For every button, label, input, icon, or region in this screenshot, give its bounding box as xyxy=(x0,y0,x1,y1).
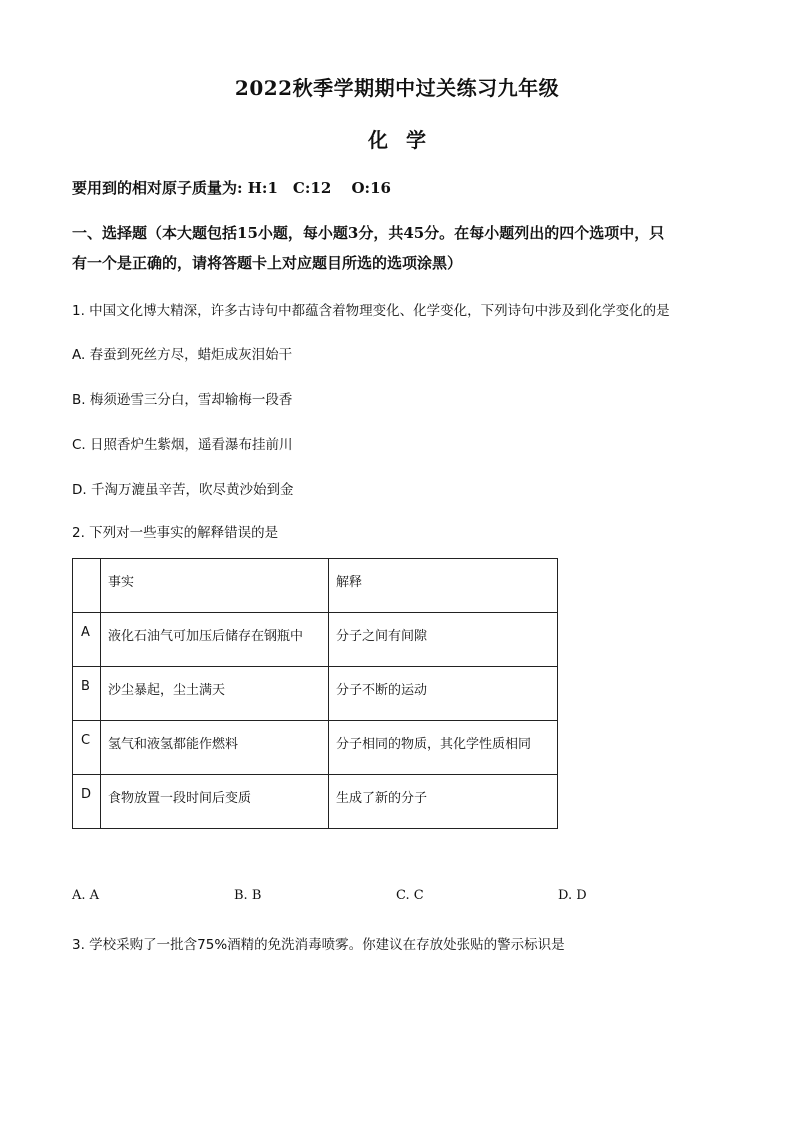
table-cell-label: C xyxy=(73,721,101,775)
table-cell-fact: 液化石油气可加压后储存在钢瓶中 xyxy=(101,613,329,667)
table-cell-label: A xyxy=(73,613,101,667)
table-header-fact: 事实 xyxy=(101,559,329,613)
question-2-choice-d[interactable]: D. D xyxy=(558,888,587,903)
question-2-choice-b[interactable]: B. B xyxy=(234,888,262,903)
subject-title: 化学 xyxy=(368,128,444,152)
question-1-option-c[interactable]: C. 日照香炉生紫烟，遥看瀑布挂前川 xyxy=(72,437,293,453)
table-cell-explanation: 分子之间有间隙 xyxy=(329,613,558,667)
table-cell-explanation: 生成了新的分子 xyxy=(329,775,558,829)
table-cell-fact: 食物放置一段时间后变质 xyxy=(101,775,329,829)
table-cell-label: D xyxy=(73,775,101,829)
table-row xyxy=(73,613,558,667)
table-row xyxy=(73,667,558,721)
table-cell-explanation: 分子不断的运动 xyxy=(329,667,558,721)
table-cell-fact: 氢气和液氢都能作燃料 xyxy=(101,721,329,775)
table-header-row xyxy=(73,559,558,613)
table-cell-explanation: 分子相同的物质，其化学性质相同 xyxy=(329,721,558,775)
table-cell xyxy=(73,559,101,613)
question-3-stem: 3. 学校采购了一批含75%酒精的免洗消毒喷雾。你建议在存放处张贴的警示标识是 xyxy=(72,937,565,953)
atomic-mass-note: 要用到的相对原子质量为: H:1 C:12 O:16 xyxy=(72,179,391,197)
question-1-option-d[interactable]: D. 千淘万漉虽辛苦，吹尽黄沙始到金 xyxy=(72,482,294,498)
question-2-choice-a[interactable]: A. A xyxy=(72,888,100,903)
question-1-option-b[interactable]: B. 梅须逊雪三分白，雪却输梅一段香 xyxy=(72,392,293,408)
section-instructions-line1: 一、选择题（本大题包括15小题，每小题3分，共45分。在每小题列出的四个选项中，只 xyxy=(72,224,665,242)
table-row xyxy=(73,775,558,829)
question-2-choice-c[interactable]: C. C xyxy=(396,888,424,903)
facts-explanations-table xyxy=(72,558,558,829)
section-instructions-line2: 有一个是正确的，请将答题卡上对应题目所选的选项涂黑） xyxy=(72,254,463,272)
table-header-explanation: 解释 xyxy=(329,559,558,613)
table-row xyxy=(73,721,558,775)
table-cell-fact: 沙尘暴起，尘土满天 xyxy=(101,667,329,721)
question-1-stem: 1. 中国文化博大精深，许多古诗句中都蕴含着物理变化、化学变化，下列诗句中涉及到化学变化的是 xyxy=(72,303,670,319)
table-cell-label: B xyxy=(73,667,101,721)
question-2-stem: 2. 下列对一些事实的解释错误的是 xyxy=(72,525,279,541)
exam-title: 2022秋季学期期中过关练习九年级 xyxy=(234,76,560,100)
question-1-option-a[interactable]: A. 春蚕到死丝方尽，蜡炬成灰泪始干 xyxy=(72,347,293,363)
